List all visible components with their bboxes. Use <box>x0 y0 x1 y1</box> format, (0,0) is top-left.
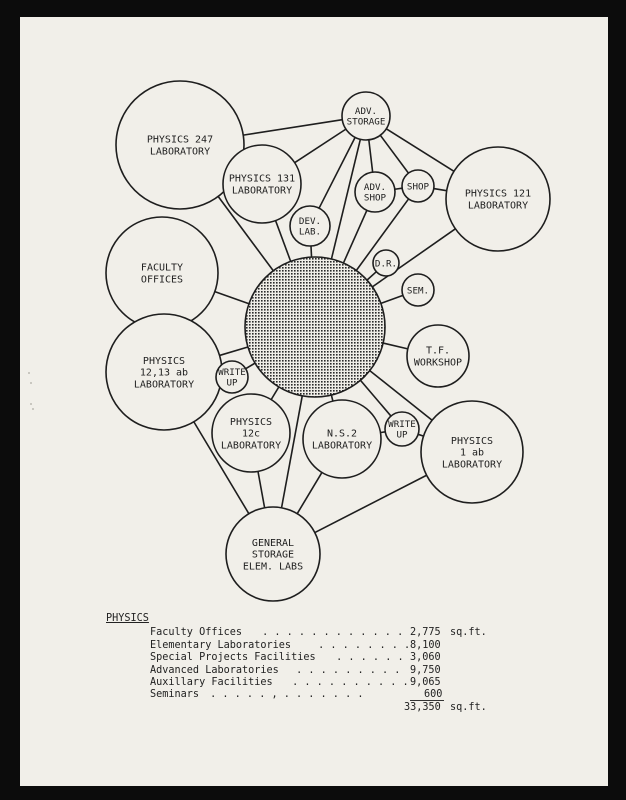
node-label: N.S.2 <box>326 428 358 440</box>
node-label: LABORATORY <box>441 459 503 471</box>
node-label: PHYSICS 121 <box>464 188 532 200</box>
sum-rule <box>410 700 444 701</box>
node-label: ADV. <box>354 105 378 117</box>
node-label: GENERAL <box>251 537 295 549</box>
node-label: LABORATORY <box>149 146 211 158</box>
node-label: WORKSHOP <box>413 357 463 369</box>
node-label: FACULTY <box>140 262 184 274</box>
row-value: 2,775 <box>410 627 441 638</box>
row-label: Special Projects Facilities <box>150 652 316 663</box>
row-value: 9,750 <box>410 665 441 676</box>
node-label: LAB. <box>298 226 322 238</box>
node-label: PHYSICS <box>229 416 273 428</box>
node-label: UP <box>396 429 408 441</box>
node-label: 12,13 ab <box>139 367 189 379</box>
node-label: SHOP <box>363 192 387 204</box>
node-label: ADV. <box>363 181 387 193</box>
speck <box>30 382 32 384</box>
node-label: SEM. <box>406 285 430 297</box>
node-label: DEV. <box>298 215 322 227</box>
speck <box>28 372 30 374</box>
row-value: 3,060 <box>410 652 441 663</box>
total-value: 33,350 <box>404 702 441 713</box>
node-label: WRITE <box>388 418 416 430</box>
row-value: 9,065 <box>410 677 441 688</box>
node-label: LABORATORY <box>133 379 195 391</box>
node-label: D.R. <box>374 258 398 270</box>
node-label: PHYSICS 131 <box>228 173 296 185</box>
row-label: Auxillary Facilities <box>150 677 273 688</box>
node-label: OFFICES <box>140 274 184 286</box>
row-leader: . . . . . . <box>330 652 404 663</box>
node-label: STORAGE <box>251 549 295 561</box>
node-label: 12c <box>241 428 261 440</box>
row-value: 8,100 <box>410 640 441 651</box>
row-label: Seminars <box>150 689 200 700</box>
speck <box>32 408 34 410</box>
node-label: WRITE <box>218 366 246 378</box>
node-label: STORAGE <box>346 116 386 128</box>
node-label: LABORATORY <box>467 200 529 212</box>
row-leader: . . . . . . . . . . . . <box>256 627 404 638</box>
node-label: PHYSICS 247 <box>146 134 214 146</box>
node-label: PHYSICS <box>450 435 494 447</box>
node-label: T.F. <box>425 345 451 357</box>
node-label: LABORATORY <box>311 440 373 452</box>
node-label: ELEM. LABS <box>242 561 304 573</box>
table-heading: PHYSICS <box>106 613 149 624</box>
node-label: LABORATORY <box>231 185 293 197</box>
total-unit: sq.ft. <box>450 702 487 713</box>
node-label: LABORATORY <box>220 440 282 452</box>
row-leader: . . . . . . . . . <box>290 665 401 676</box>
node-label: UP <box>226 377 238 389</box>
speck <box>30 403 32 405</box>
row-leader: . . . . . , . . . . . . . <box>204 689 364 700</box>
row-leader: . . . . . . . . <box>312 640 411 651</box>
row-leader: . . . . . . . . . . <box>286 677 409 688</box>
node-label: SHOP <box>406 181 430 193</box>
row-value: 600 <box>424 689 443 700</box>
row-label: Elementary Laboratories <box>150 640 292 651</box>
row-label: Advanced Laboratories <box>150 665 279 676</box>
node-label: 1 ab <box>459 447 485 459</box>
row-label: Faculty Offices <box>150 627 243 638</box>
node-label: PHYSICS <box>142 355 186 367</box>
row-unit: sq.ft. <box>450 627 487 638</box>
